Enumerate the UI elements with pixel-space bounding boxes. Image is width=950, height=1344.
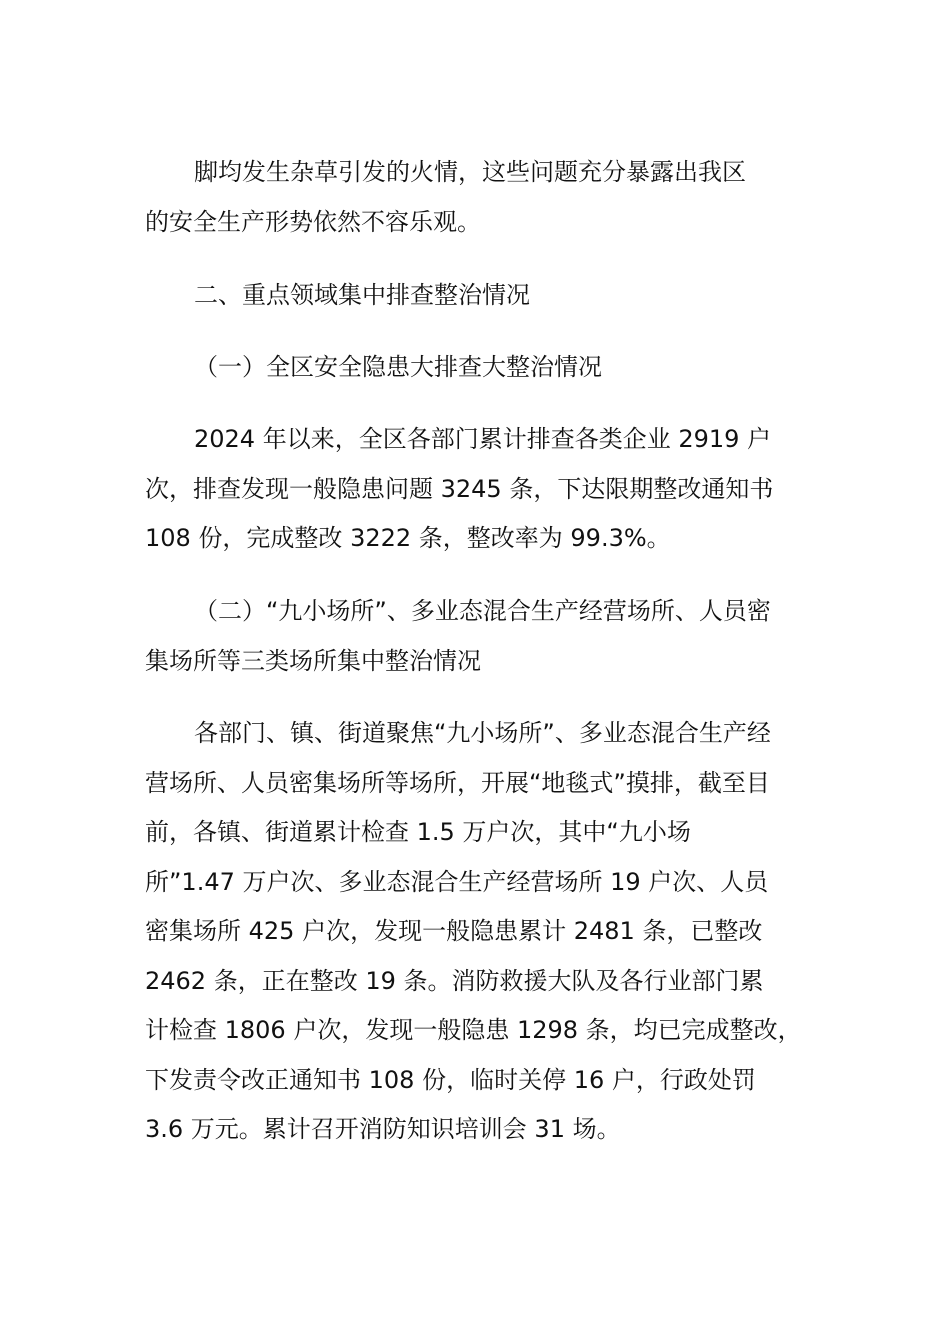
paragraph-line: 前，各镇、街道累计检查 1.5 万户次，其中“九小场 (145, 818, 691, 846)
subsection-heading: （一）全区安全隐患大排查大整治情况 (194, 353, 602, 381)
paragraph-line: 所”1.47 万户次、多业态混合生产经营场所 19 户次、人员 (145, 868, 769, 896)
paragraph-line: 计检查 1806 户次，发现一般隐患 1298 条，均已完成整改， (145, 1016, 802, 1044)
paragraph-line: 下发责令改正通知书 108 份，临时关停 16 户，行政处罚 (145, 1066, 756, 1094)
paragraph-line: 2462 条，正在整改 19 条。消防救援大队及各行业部门累 (145, 967, 764, 995)
subsection-heading: （二）“九小场所”、多业态混合生产经营场所、人员密 (194, 597, 771, 625)
paragraph-line: 108 份，完成整改 3222 条，整改率为 99.3%。 (145, 524, 671, 552)
subsection-heading: 集场所等三类场所集中整治情况 (145, 647, 481, 675)
paragraph-line: 的安全生产形势依然不容乐观。 (145, 208, 481, 236)
paragraph-line: 脚均发生杂草引发的火情，这些问题充分暴露出我区 (194, 158, 746, 186)
section-heading: 二、重点领域集中排查整治情况 (194, 281, 530, 309)
paragraph-line: 3.6 万元。累计召开消防知识培训会 31 场。 (145, 1115, 621, 1143)
paragraph-line: 各部门、镇、街道聚焦“九小场所”、多业态混合生产经 (194, 719, 771, 747)
paragraph-line: 营场所、人员密集场所等场所，开展“地毯式”摸排，截至目 (145, 769, 770, 797)
paragraph-line: 2024 年以来，全区各部门累计排查各类企业 2919 户 (194, 425, 772, 453)
paragraph-line: 次，排查发现一般隐患问题 3245 条，下达限期整改通知书 (145, 475, 774, 503)
paragraph-line: 密集场所 425 户次，发现一般隐患累计 2481 条，已整改 (145, 917, 763, 945)
